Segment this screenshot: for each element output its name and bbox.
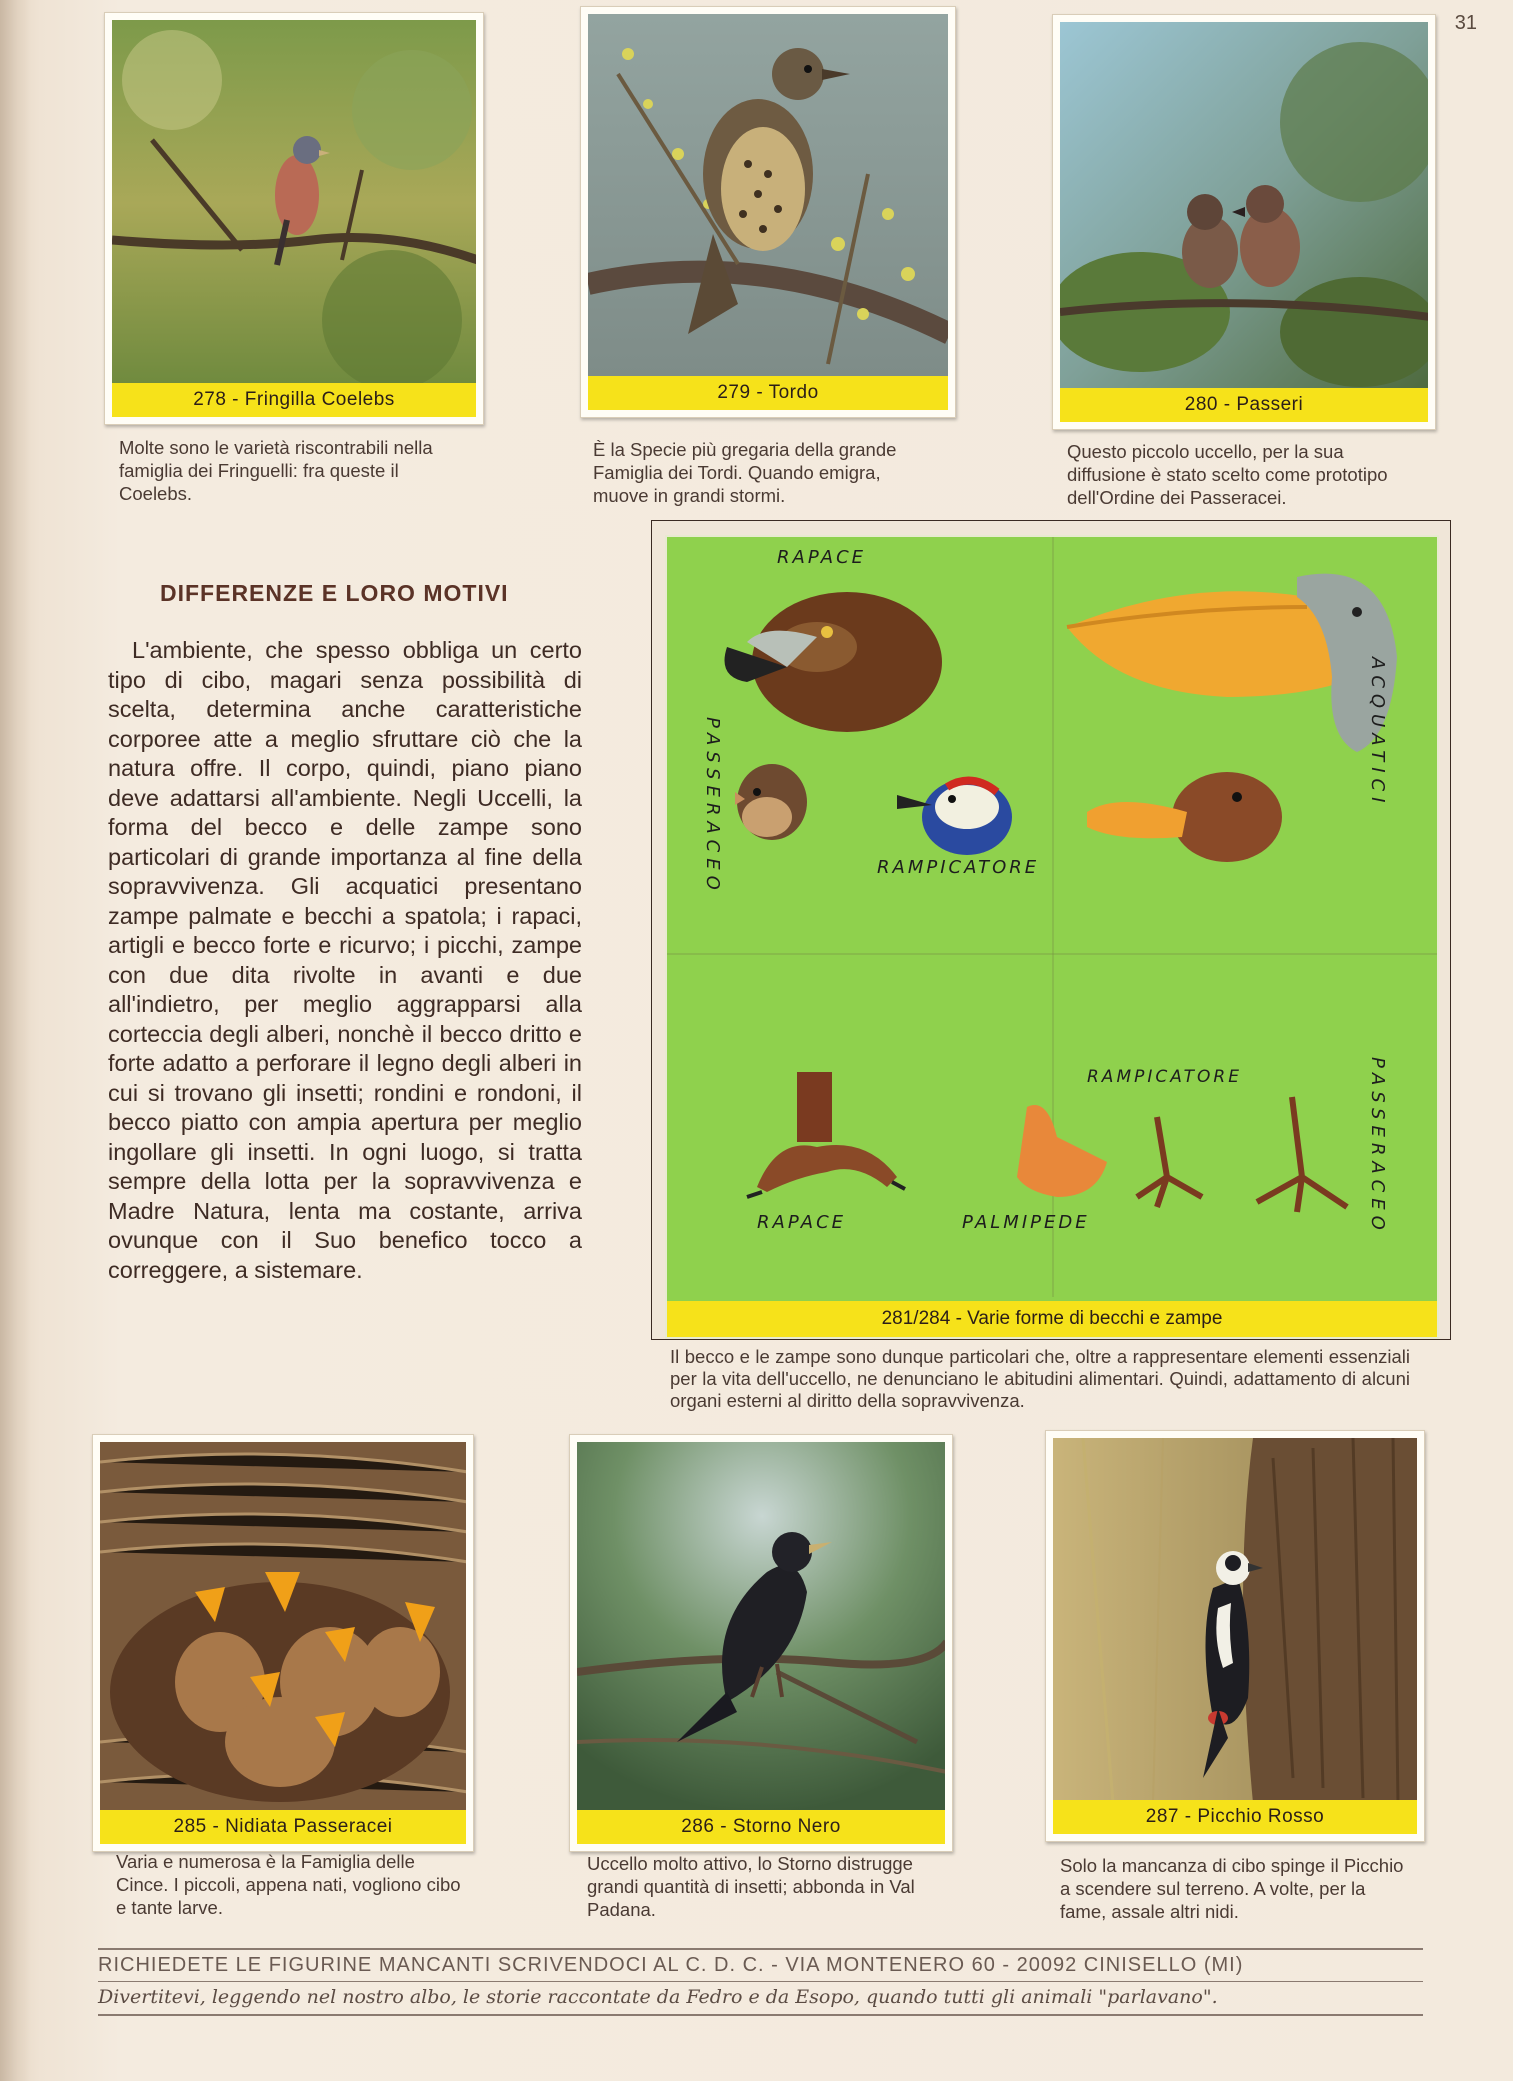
starling-photo — [577, 1442, 945, 1813]
sticker-caption-285: 285 - Nidiata Passeracei — [100, 1810, 466, 1844]
woodpecker-head-icon — [897, 779, 1012, 855]
poster-label-palmipede: PALMIPEDE — [962, 1212, 1090, 1233]
chaffinch-image — [112, 20, 476, 386]
woodpecker-foot-icon — [1137, 1117, 1202, 1207]
sparrows-image — [1060, 22, 1428, 391]
sticker-description-285: Varia e numerosa è la Famiglia delle Cince. I piccoli, appena nati, vogliono cibo e tante larve. — [116, 1851, 461, 1918]
sticker-caption-286: 286 - Storno Nero — [577, 1810, 945, 1844]
page-binding-shadow — [0, 0, 30, 2081]
beaks-and-feet-poster — [665, 535, 1439, 1339]
sticker-description-280: Questo piccolo uccello, per la sua diffusione è stato scelto come prototipo dell'Ordine dei Passeracei. — [1067, 441, 1388, 508]
sparrows-photo — [1060, 22, 1428, 391]
sticker-caption-287: 287 - Picchio Rosso — [1053, 1800, 1417, 1834]
pelican-head-icon — [1067, 574, 1397, 752]
thrush-photo — [588, 14, 948, 379]
sticker-card-280 — [1052, 14, 1436, 430]
raptor-head-icon — [725, 592, 943, 732]
sticker-description-278: Molte sono le varietà riscontrabili nella famiglia dei Fringuelli: fra queste il Coelebs. — [119, 437, 433, 504]
sticker-card-278 — [104, 12, 484, 425]
poster-label-rapace-bottom: RAPACE — [757, 1212, 847, 1233]
sticker-caption-279: 279 - Tordo — [588, 376, 948, 410]
perching-foot-icon — [1257, 1097, 1347, 1212]
poster-label-rampicatore-top: RAMPICATORE — [877, 857, 1040, 878]
sticker-caption-280: 280 - Passeri — [1060, 388, 1428, 422]
chaffinch-photo — [112, 20, 476, 386]
webbed-foot-icon — [1017, 1105, 1107, 1197]
article-heading: DIFFERENZE E LORO MOTIVI — [160, 580, 509, 606]
sticker-card-287 — [1045, 1430, 1425, 1842]
starling-image — [577, 1442, 945, 1813]
sticker-card-285 — [92, 1434, 474, 1852]
sticker-description-287: Solo la mancanza di cibo spinge il Picchio a scendere sul terreno. A volte, per la fame, assale altri nidi. — [1060, 1855, 1404, 1922]
sticker-caption-278: 278 - Fringilla Coelebs — [112, 383, 476, 417]
poster-label-rampicatore-bottom: RAMPICATORE — [1087, 1067, 1242, 1087]
sticker-card-279 — [580, 6, 956, 418]
raptor-foot-icon — [747, 1072, 905, 1197]
footer-order-notice: RICHIEDETE LE FIGURINE MANCANTI SCRIVENDOCI AL C. D. C. - VIA MONTENERO 60 - 20092 CINISELLO (MI) — [98, 1948, 1423, 1982]
thrush-image — [588, 14, 948, 379]
footer-tagline: Divertitevi, leggendo nel nostro albo, le storie raccontate da Fedro e da Esopo, quando tutti gli animali "parlavano". — [98, 1986, 1423, 2016]
woodpecker-image — [1053, 1438, 1417, 1803]
nestlings-image — [100, 1442, 466, 1813]
sparrow-head-icon — [735, 764, 807, 840]
poster-caption: 281/284 - Varie forme di becchi e zampe — [667, 1301, 1437, 1337]
poster-label-passeraceo-right: PASSERACEO — [1367, 1057, 1388, 1236]
sticker-description-279: È la Specie più gregaria della grande Famiglia dei Tordi. Quando emigra, muove in grandi stormi. — [593, 439, 897, 506]
page-number: 31 — [1454, 12, 1477, 34]
nestlings-photo — [100, 1442, 466, 1813]
poster-label-rapace-top: RAPACE — [777, 547, 867, 568]
sticker-card-286 — [569, 1434, 953, 1852]
poster-label-acquatici: ACQUATICI — [1367, 657, 1388, 809]
poster-note: Il becco e le zampe sono dunque particolari che, oltre a rappresentare elementi essenziali per la vita dell'uccello, ne denunciano le abitudini alimentari. Quindi, adattamento di alcuni organi esterni al diritto della sopravvivenza. — [670, 1346, 1410, 1411]
poster-label-passeraceo-left: PASSERACEO — [702, 717, 723, 896]
woodpecker-photo — [1053, 1438, 1417, 1803]
duck-head-icon — [1087, 772, 1282, 862]
sticker-description-286: Uccello molto attivo, lo Storno distrugge grandi quantità di insetti; abbonda in Val Padana. — [587, 1853, 915, 1920]
beaks-and-feet-illustration — [667, 537, 1437, 1301]
article-body: L'ambiente, che spesso obbliga un certo tipo di cibo, magari senza possibilità di scelta, determina anche caratteristiche corporee atte a meglio sfruttare ciò che la natura offre. Il corpo, quindi, piano piano deve adattarsi all'ambiente. Negli Uccelli, la forma del becco e delle zampe sono particolari di grande importanza al fine della sopravvivenza. Gli acquatici presentano zampe palmate e becchi a spatola; i rapaci, artigli e becco forte e ricurvo; i picchi, zampe con due dita rivolte in avanti e due all'indietro, per meglio aggrapparsi alla corteccia degli alberi, nonchè il becco dritto e forte adatto a perforare il legno degli alberi in cui si trovano gli insetti; rondini e rondoni, il becco piatto con ampia apertura per meglio ingollare gli insetti. In ogni luogo, si tratta sempre della lotta per la sopravvivenza e Madre Natura, lenta ma costante, arriva ovunque con il Suo benefico tocco a correggere, a sistemare. — [108, 637, 582, 1283]
